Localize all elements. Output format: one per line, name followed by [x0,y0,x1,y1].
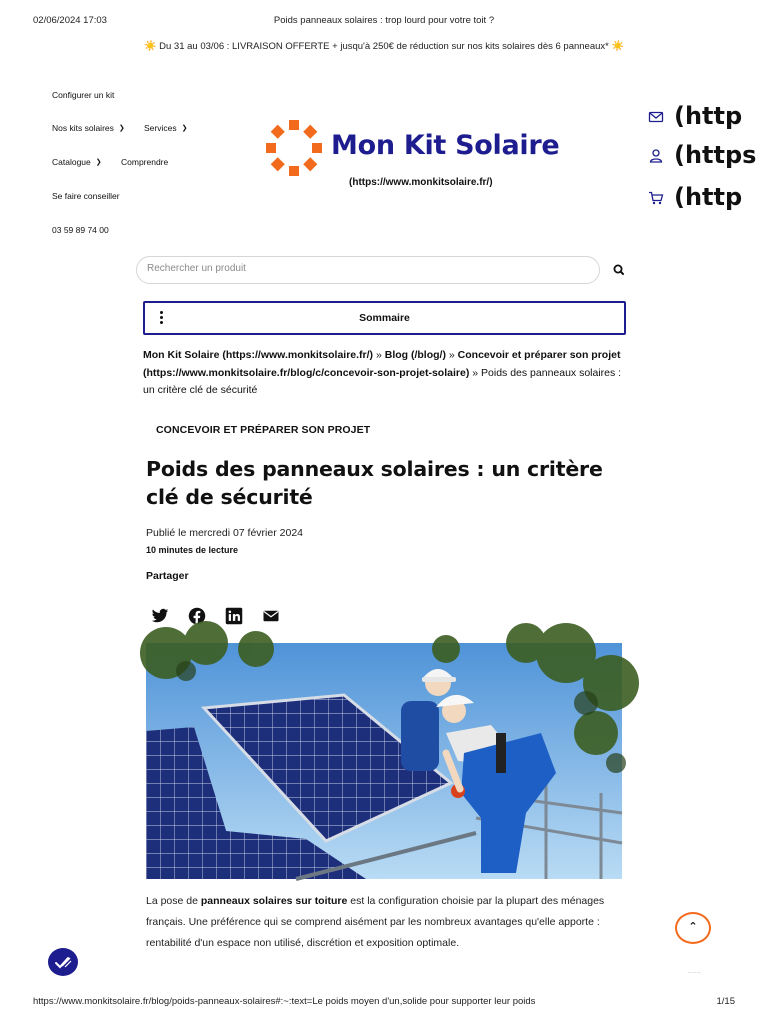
article-intro [146,891,626,953]
breadcrumb-current: Poids des panneaux solaires : un critère clé de sécurité [143,366,622,396]
intro-link[interactable]: panneaux solaires sur toiture [200,895,348,907]
page-number: 1/15 [716,996,735,1007]
nav-phone[interactable]: 03 59 89 74 00 [52,225,109,235]
search-input[interactable]: Rechercher un produit [136,256,600,284]
nav-kits-menu[interactable] [52,123,125,133]
promo-text: Du 31 au 03/06 : LIVRAISON OFFERTE + jusqu'à 250€ de réduction sur nos kits solaires dès 6 panneaux* [159,41,609,52]
promo-banner [0,41,768,52]
chat-button[interactable] [48,948,78,976]
print-url: https://www.monkitsolaire.fr/blog/poids-panneaux-solaires#:~:text=Le poids moyen d'un,solide pour supporter leur poids [33,996,536,1007]
account-link[interactable] [648,141,757,171]
nav-catalogue-label: Catalogue [52,157,91,167]
intro-prefix: La pose de [146,895,201,907]
print-datetime: 02/06/2024 17:03 [33,15,107,26]
print-footer [33,996,735,1007]
nav-services-label: Services [144,123,177,133]
nav-advice[interactable]: Se faire conseiller [52,191,120,201]
print-header [33,15,735,29]
user-icon [648,148,664,164]
sun-logo-icon [265,120,323,176]
publish-date: Publié le mercredi 07 février 2024 [146,527,303,539]
sun-icon: ☀️ [144,41,157,52]
breadcrumb-blog-link[interactable]: Blog (/blog/) [384,349,446,361]
search-icon[interactable] [610,261,628,279]
linkedin-icon[interactable] [225,607,243,625]
twitter-icon[interactable] [151,607,169,625]
cart-link[interactable] [648,183,743,213]
scroll-top-button[interactable] [675,912,711,944]
summary-label: Sommaire [359,312,410,324]
print-page-title: Poids panneaux solaires : trop lourd pour votre toit ? [273,15,495,26]
read-time: 10 minutes de lecture [146,545,239,555]
share-label: Partager [146,570,189,582]
solar-installers-photo [146,643,622,879]
chevron-up-icon: ⌃ [688,921,698,933]
site-logo[interactable] [265,120,595,176]
mail-link[interactable] [648,102,743,132]
mail-link-text: (http [674,102,743,130]
breadcrumb-separator: » [373,349,385,361]
chevron-down-icon: ❯ [181,125,188,132]
article-hero-image [146,643,622,879]
chevron-down-icon: ❯ [118,125,125,132]
nav-understand[interactable]: Comprendre [121,157,169,167]
brand-name: Mon Kit Solaire [331,130,560,161]
intro-rest: est la configuration choisie par la plupart des ménages français. Une préférence qui se comprend aisément par les nombreux avantages qu'elle apporte : rentabilité d'un espace non utilisé, discrétion et exposition optimale. [146,895,605,949]
summary-toggle-button[interactable] [143,301,626,335]
breadcrumb-home-link[interactable]: Mon Kit Solaire (https://www.monkitsolaire.fr/) [143,349,374,361]
nav-catalogue-menu[interactable] [52,157,102,167]
account-link-text: (https [674,141,757,169]
breadcrumb-category-link[interactable]: Concevoir et préparer son projet (https://www.monkitsolaire.fr/blog/c/concevoir-son-projet-solaire) [143,349,621,379]
sun-icon: ☀️ [611,41,624,52]
breadcrumb-separator: » [469,366,482,379]
breadcrumb [143,347,623,400]
nav-kits-label: Nos kits solaires [52,123,114,133]
floating-widget-label: — — — [688,970,701,974]
nav-services-menu[interactable] [144,123,187,133]
chevron-down-icon: ❯ [95,159,102,166]
breadcrumb-separator: » [445,349,458,361]
chat-icon [48,948,78,976]
cart-icon [648,190,664,206]
mail-icon [648,109,664,125]
logo-url[interactable]: (https://www.monkitsolaire.fr/) [349,177,493,188]
mail-icon[interactable] [262,607,280,625]
nav-configure-kit[interactable]: Configurer un kit [52,90,115,100]
article-category[interactable]: CONCEVOIR ET PRÉPARER SON PROJET [156,424,371,436]
article-title: Poids des panneaux solaires : un critère clé de sécurité [146,457,603,509]
cart-link-text: (http [674,183,743,211]
